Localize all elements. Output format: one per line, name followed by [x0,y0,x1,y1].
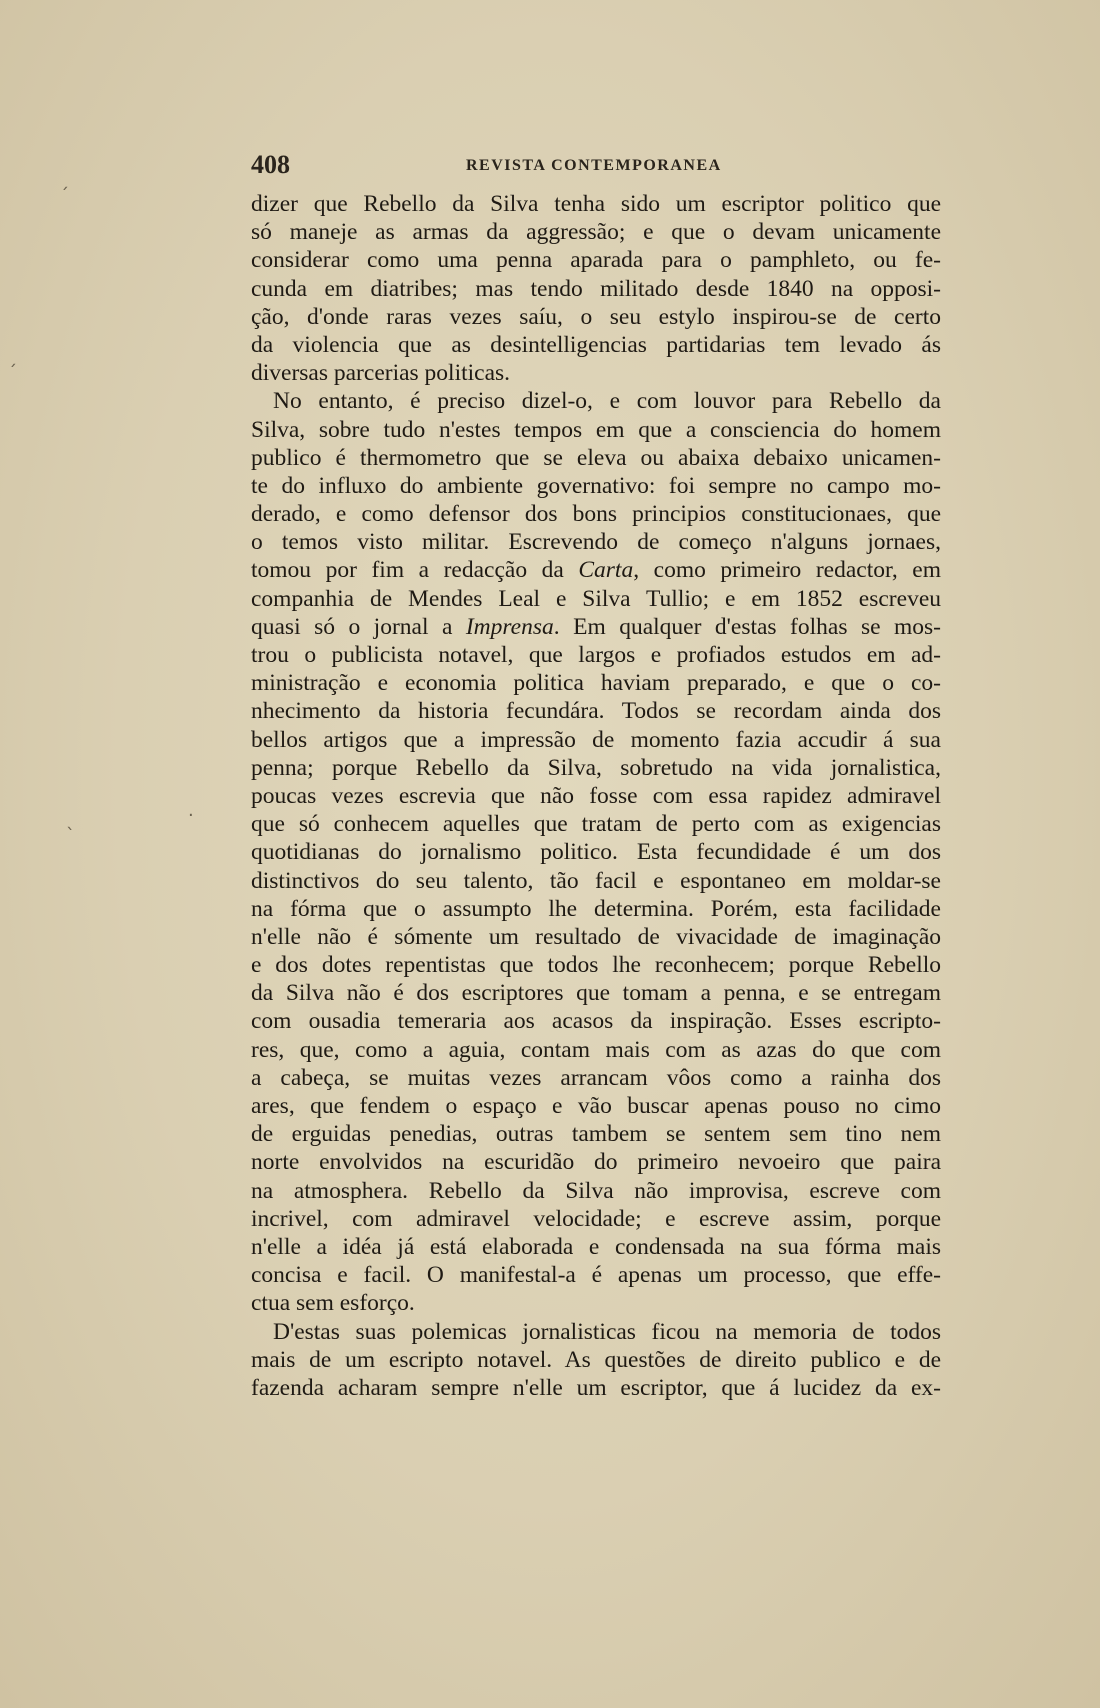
text-line: nhecimento da historia fecundára. Todos se recordam ainda dos [251,698,941,725]
text-line: considerar como uma penna aparada para o pamphleto, ou fe- [251,247,941,274]
text-line: ministração e economia politica haviam preparado, e que o co- [251,670,941,697]
text-line: te do influxo do ambiente governativo: foi sempre no campo mo- [251,472,941,499]
text-line: n'elle não é sómente um resultado de vivacidade de imaginação [251,923,941,950]
text-line: na fórma que o assumpto lhe determina. Porém, esta facilidade [251,895,941,922]
text-line: D'estas suas polemicas jornalisticas ficou na memoria de todos [273,1318,941,1345]
text-line: n'elle a idéa já está elaborada e condensada na sua fórma mais [251,1233,941,1260]
text-line: e dos dotes repentistas que todos lhe reconhecem; porque Rebello [251,952,941,979]
text-line: fazenda acharam sempre n'elle um escriptor, que á lucidez da ex- [251,1374,941,1401]
text-line: da violencia que as desintelligencias partidarias tem levado ás [251,331,941,358]
text-line: quasi só o jornal a Imprensa. Em qualquer d'estas folhas se mos- [251,613,941,640]
text-line: concisa e facil. O manifestal-a é apenas um processo, que effe- [251,1262,941,1289]
page-speck: ˊ [8,362,17,383]
text-line: Silva, sobre tudo n'estes tempos em que a consciencia do homem [251,416,941,443]
text-line: companhia de Mendes Leal e Silva Tullio; e em 1852 escreveu [251,585,941,612]
text-line: com ousadia temeraria aos acasos da inspiração. Esses escripto- [251,1008,941,1035]
text-line: quotidianas do jornalismo politico. Esta fecundidade é um dos [251,839,941,866]
page-speck: ˋ [66,825,75,846]
text-line: a cabeça, se muitas vezes arrancam vôos como a rainha dos [251,1064,941,1091]
text-line: ares, que fendem o espaço e vão buscar apenas pouso no cimo [251,1093,941,1119]
text-line: distinctivos do seu talento, tão facil e espontaneo em moldar-se [251,867,941,894]
text-line: cunda em diatribes; mas tendo militado desde 1840 na opposi- [251,275,941,302]
text-line: derado, e como defensor dos bons principios constitucionaes, que [251,501,941,528]
text-line: que só conhecem aquelles que tratam de perto com as exigencias [251,811,941,838]
text-line: norte envolvidos na escuridão do primeiro nevoeiro que paira [251,1149,941,1176]
text-line: trou o publicista notavel, que largos e profiados estudos em ad- [251,642,941,668]
text-line: diversas parcerias politicas. [251,360,511,387]
text-line: publico é thermometro que se eleva ou abaixa debaixo unicamen- [251,444,941,471]
text-line: dizer que Rebello da Silva tenha sido um escriptor politico que [251,191,941,217]
text-line: o temos visto militar. Escrevendo de começo n'alguns jornaes, [251,529,941,556]
page-speck: ˊ [60,185,69,206]
text-line: tomou por fim a redacção da Carta, como primeiro redactor, em [251,557,941,584]
text-line: poucas vezes escrevia que não fosse com essa rapidez admiravel [251,782,941,809]
page-speck: · [188,805,194,826]
text-line: penna; porque Rebello da Silva, sobretudo na vida jornalistica, [251,754,941,781]
text-line: bellos artigos que a impressão de momento fazia accudir á sua [251,726,941,753]
text-line: No entanto, é preciso dizel-o, e com louvor para Rebello da [273,388,941,415]
text-line: ção, d'onde raras vezes saíu, o seu estylo inspirou-se de certo [251,303,941,330]
text-line: só maneje as armas da aggressão; e que o devam unicamente [251,219,941,246]
text-line: ctua sem esforço. [251,1290,415,1317]
text-line: res, que, como a aguia, contam mais com as azas do que com [251,1036,941,1063]
body-text [251,190,941,1402]
text-line: incrivel, com admiravel velocidade; e escreve assim, porque [251,1205,941,1232]
page-header [251,150,951,184]
text-line: de erguidas penedias, outras tambem se sentem sem tino nem [251,1121,941,1148]
running-title: REVISTA CONTEMPORANEA [466,157,722,174]
text-line: mais de um escripto notavel. As questões de direito publico e de [251,1346,941,1373]
text-line: da Silva não é dos escriptores que tomam a penna, e se entregam [251,980,941,1007]
page-number: 408 [251,150,290,179]
text-line: na atmosphera. Rebello da Silva não improvisa, escreve com [251,1177,941,1204]
